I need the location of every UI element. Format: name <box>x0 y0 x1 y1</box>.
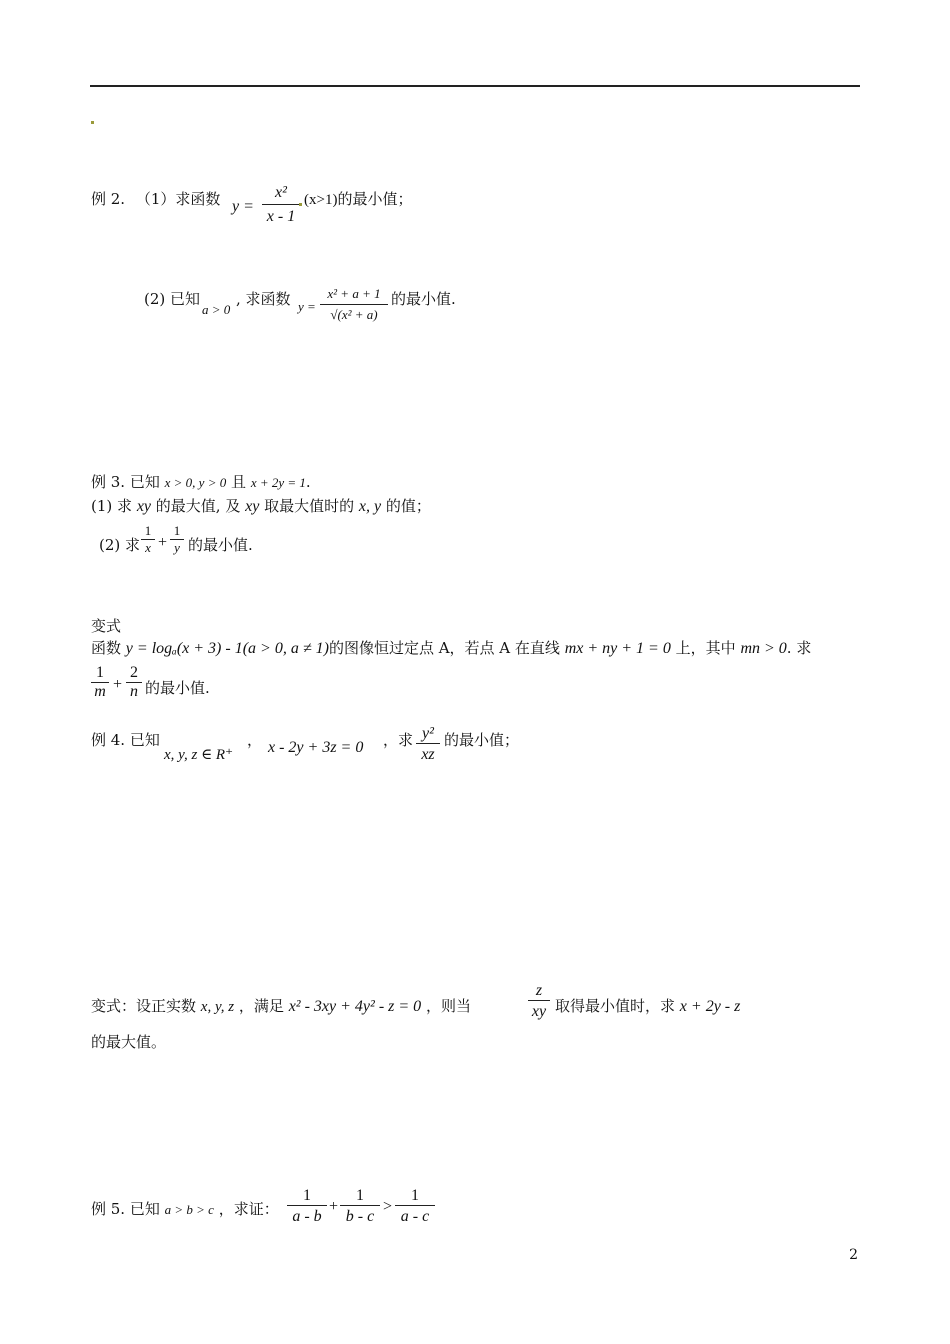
ex4-frac-num: y² <box>416 725 440 744</box>
ex2-p2-den: √(x² + a) <box>330 307 378 322</box>
ex3-q1-mid: 的最大值, 及 <box>155 497 241 515</box>
ex2-p1-prefix: （1）求函数 <box>135 190 221 208</box>
ex3-q1 <box>91 497 431 516</box>
ex5-frac-3: 1 a - c <box>395 1187 435 1226</box>
ex3-eq: x + 2y = 1 <box>250 475 306 490</box>
variant1-title: 变式 <box>91 617 122 635</box>
variant2-mid2: ，则当 <box>425 997 471 1015</box>
decorative-dot <box>91 121 94 124</box>
variant1-line1 <box>91 639 811 658</box>
ex4-cond: x, y, z ∈ R⁺ <box>164 747 234 763</box>
ex5-f1-den: a - b <box>292 1208 322 1225</box>
decorative-dot <box>299 203 302 206</box>
ex2-p1-den: x - 1 <box>266 208 296 225</box>
ex5-frac-2: 1 b - c <box>340 1187 380 1226</box>
variant1-suffix: 的最小值. <box>145 679 210 697</box>
ex4-eq: x - 2y + 3z = 0 <box>268 739 364 756</box>
variant1-cond: mn > 0 <box>740 640 787 657</box>
ex3-plus: + <box>158 534 168 551</box>
variant2-vars: x, y, z <box>200 999 235 1015</box>
ex2-p2-prefix: (2) 已知 <box>144 290 201 308</box>
ex5-label: 例 5. 已知 <box>91 1200 160 1218</box>
variant2-line2: 的最大值。 <box>91 1033 167 1051</box>
ex3-q1-xy2: xy <box>245 498 260 515</box>
ex3-label: 例 3. 已知 <box>91 473 160 491</box>
variant1-frac-1m: 1 m <box>91 664 109 701</box>
ex2-p1-suffix: 的最小值； <box>337 190 413 208</box>
ex3-frac-1y: 1 y <box>170 523 184 556</box>
ex5-f3-den: a - c <box>400 1208 430 1225</box>
variant1-prefix: 函数 <box>91 639 122 657</box>
ex2-label: 例 2. <box>91 190 126 208</box>
ex2-p2-suffix: 的最小值. <box>391 290 456 308</box>
ex3-q1-xy: xy <box>136 498 152 515</box>
variant1-line: mx + ny + 1 = 0 <box>564 640 671 657</box>
ex2-p2-mid: , 求函数 <box>236 290 291 308</box>
variant2-eq: x² - 3xy + 4y² - z = 0 <box>288 998 422 1015</box>
variant1-end: . 求 <box>786 639 812 657</box>
variant2-mid3: 取得最小值时，求 <box>555 997 676 1015</box>
variant2-expr: x + 2y - z <box>679 998 741 1015</box>
ex2-p2-cond: a > 0 <box>202 302 231 317</box>
ex3-q2-prefix: (2) 求 <box>99 536 141 554</box>
ex4-fraction <box>416 725 440 764</box>
ex5-f2-den: b - c <box>345 1208 375 1225</box>
variant1-frac-2n: 2 n <box>126 664 142 701</box>
ex3-frac-1x: 1 x <box>141 523 155 556</box>
page-number: 2 <box>849 1247 858 1263</box>
ex5-gt: > <box>383 1198 393 1215</box>
variant2-frac-den: xy <box>531 1003 547 1020</box>
ex2-p1-cond: (x>1) <box>304 192 338 208</box>
variant2-mid3-wrap <box>555 997 740 1016</box>
ex2-p2-fraction <box>320 286 388 323</box>
variant1-plus: + <box>113 676 123 693</box>
ex2-line1 <box>91 190 220 208</box>
ex2-p1-num: x² <box>262 184 300 205</box>
variant1-mid: 的图像恒过定点 A，若点 A 在直线 <box>328 639 560 657</box>
ex3-q1-mid2: 取最大值时的 <box>264 497 355 515</box>
variant1-func: y = logₐ(x + 3) - 1(a > 0, a ≠ 1) <box>125 640 329 657</box>
ex2-p2-num: x² + a + 1 <box>320 286 388 305</box>
variant1-mid2: 上，其中 <box>675 639 736 657</box>
variant2-line1 <box>91 997 471 1016</box>
ex2-p1-tail <box>304 190 412 209</box>
ex4-label: 例 4. 已知 <box>91 731 160 749</box>
variant2-mid1: ，满足 <box>238 997 284 1015</box>
ex3-q1-vars: x, y <box>358 498 382 515</box>
variant2-prefix: 变式：设正实数 <box>91 997 197 1015</box>
ex3-cond: x > 0, y > 0 <box>164 475 227 490</box>
ex3-and: 且 <box>231 473 247 491</box>
ex3-q1-prefix: (1) 求 <box>91 497 133 515</box>
ex4-ask: ，求 <box>383 731 414 749</box>
ex4-suffix: 的最小值； <box>444 731 520 749</box>
variant2-frac-num: z <box>528 982 550 1001</box>
ex3-q1-suffix: 的值； <box>385 497 431 515</box>
variant2-fraction <box>528 982 550 1021</box>
header-rule <box>90 85 860 87</box>
ex3-q2-suffix: 的最小值. <box>188 536 253 554</box>
ex4-frac-den: xz <box>421 746 435 763</box>
ex4-comma: ， <box>247 731 263 749</box>
ex5-cond: a > b > c <box>164 1202 214 1217</box>
ex2-p2-y-equals: y = <box>298 299 316 314</box>
ex5-mid: ，求证： <box>218 1200 279 1218</box>
ex5-plus: + <box>329 1198 339 1215</box>
ex2-p1-fraction <box>262 184 300 226</box>
ex5-line <box>91 1200 279 1219</box>
ex2-y-equals: y = <box>232 198 254 215</box>
ex3-line1: 例 3. 已知 x > 0, y > 0 且 x + 2y = 1. <box>91 473 311 491</box>
ex5-frac-1: 1 a - b <box>287 1187 327 1226</box>
